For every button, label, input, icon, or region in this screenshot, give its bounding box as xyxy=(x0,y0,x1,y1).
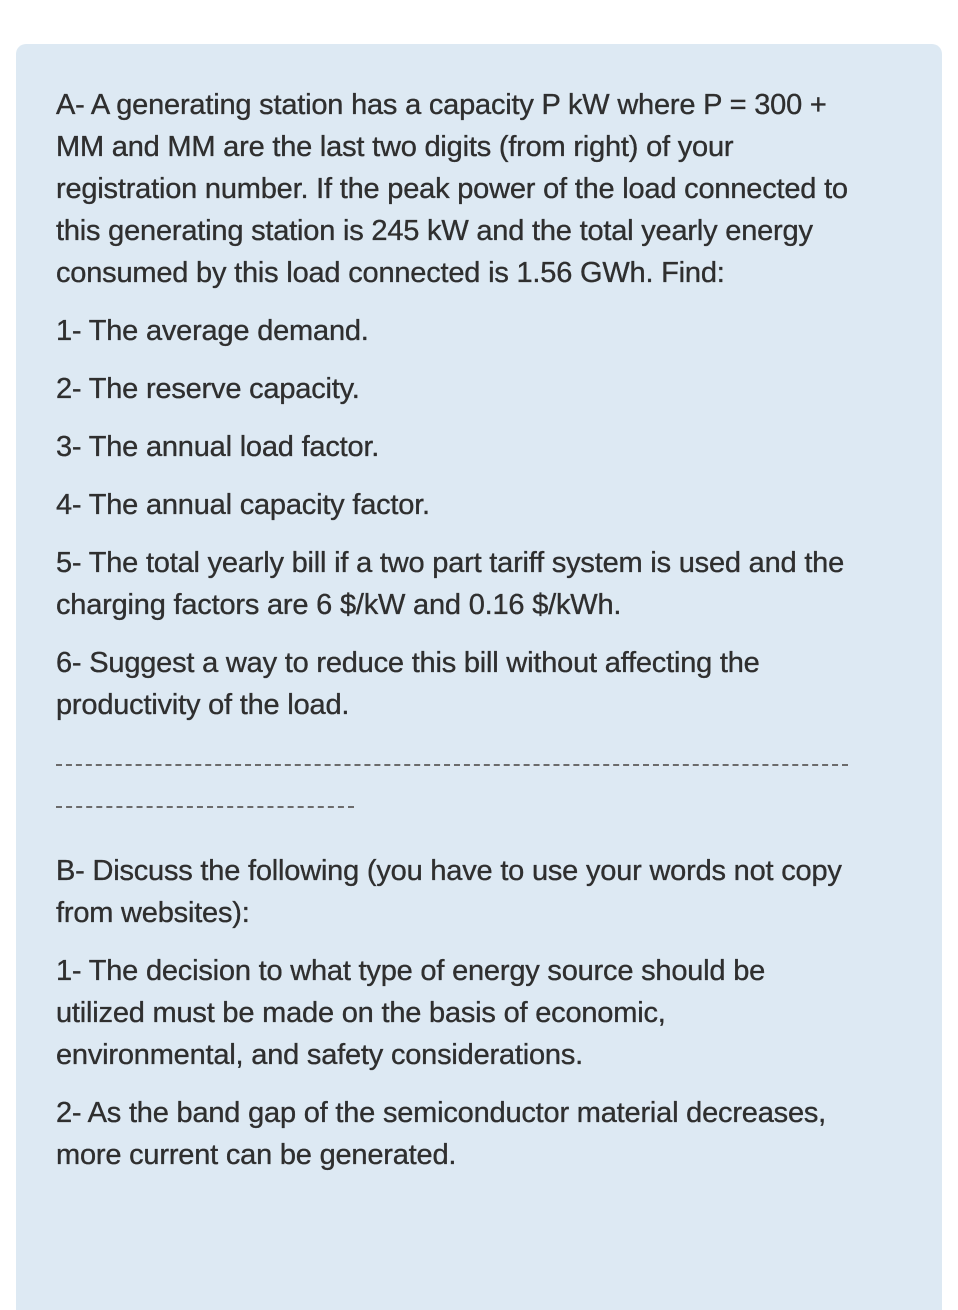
question-text-block xyxy=(56,84,856,1176)
section-divider-dashed-short xyxy=(56,806,354,808)
question-card xyxy=(16,44,942,1310)
section-divider-dashed xyxy=(56,764,848,766)
part-a-question-2: 2- The reserve capacity. xyxy=(56,373,360,405)
part-b-statement-1: 1- The decision to what type of energy source should be utilized must be made on the basis of economic, environmental, and safety considerations. xyxy=(56,955,766,1071)
part-b-intro: B- Discuss the following (you have to use your words not copy from websites): xyxy=(56,855,842,929)
part-a-intro: A- A generating station has a capacity P kW where P = 300 + MM and MM are the last two digits (from right) of your registration number. If the peak power of the load connected to this generating station is 245 kW and the total yearly energy consumed by this load connected is 1.56 GWh. Find: xyxy=(56,89,848,289)
part-a-question-6: 6- Suggest a way to reduce this bill without affecting the productivity of the load. xyxy=(56,647,760,721)
part-a-question-3: 3- The annual load factor. xyxy=(56,431,380,463)
part-a-question-1: 1- The average demand. xyxy=(56,315,369,347)
part-a-question-4: 4- The annual capacity factor. xyxy=(56,489,430,521)
part-a-question-5: 5- The total yearly bill if a two part tariff system is used and the charging factors are 6 $/kW and 0.16 $/kWh. xyxy=(56,547,845,621)
part-b-statement-2: 2- As the band gap of the semiconductor material decreases, more current can be generated. xyxy=(56,1097,827,1171)
